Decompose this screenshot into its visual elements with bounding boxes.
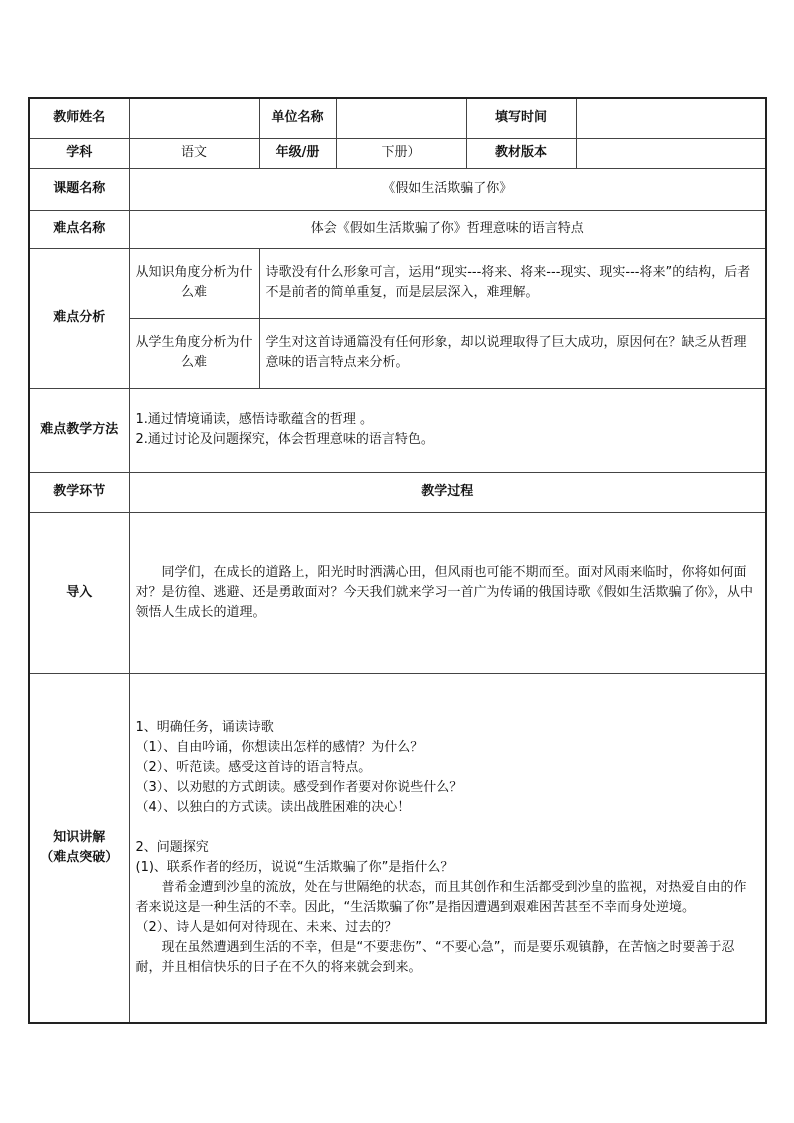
knowledge-label — [29, 673, 129, 1023]
knowledge-angle-label: 从知识角度分析为什么难 — [129, 248, 259, 318]
fill-time-value[interactable] — [576, 98, 766, 138]
table-row — [29, 318, 766, 388]
topic-label: 课题名称 — [29, 168, 129, 210]
method-line: 1.通过情境诵读，感悟诗歌蕴含的哲理 。 — [135, 412, 374, 427]
process-header: 教学过程 — [129, 472, 766, 512]
table-row — [29, 472, 766, 512]
table-row — [29, 673, 766, 1023]
subject-label: 学科 — [29, 138, 129, 168]
answer: 普希金遭到沙皇的流放，处在与世隔绝的状态，而且其创作和生活都受到沙皇的监视，对热爱自由的作者来说这是一种生活的不幸。因此，“生活欺骗了你”是指因遭遇到艰难困苦甚至不幸而身处逆境。 — [135, 879, 747, 915]
list-item: （4）、以独白的方式读。读出战胜困难的决心！ — [135, 799, 411, 815]
knowledge-label-line1: 知识讲解 — [53, 829, 106, 845]
intro-text — [129, 512, 766, 673]
teacher-name-label: 教师姓名 — [29, 98, 129, 138]
edition-value[interactable] — [576, 138, 766, 168]
table-row — [29, 512, 766, 673]
table-row — [29, 388, 766, 472]
process-step-label: 教学环节 — [29, 472, 129, 512]
answer: 现在虽然遭遇到生活的不幸，但是“不要悲伤”、“不要心急”，而是要乐观镇静，在苦恼之时要善于忍耐，并且相信快乐的日子在不久的将来就会到来。 — [135, 939, 735, 975]
methods-text — [129, 388, 766, 472]
list-item: （2）、听范读。感受这首诗的语言特点。 — [135, 759, 372, 775]
topic-value: 《假如生活欺骗了你》 — [129, 168, 766, 210]
intro-label: 导入 — [29, 512, 129, 673]
knowledge-content — [129, 673, 766, 1023]
student-angle-text: 学生对这首诗通篇没有任何形象，却以说理取得了巨大成功，原因何在？缺乏从哲理意味的语言特点来分析。 — [259, 318, 766, 388]
fill-time-label: 填写时间 — [466, 98, 576, 138]
grade-label: 年级/册 — [259, 138, 336, 168]
edition-label: 教材版本 — [466, 138, 576, 168]
list-item: 1、明确任务，诵读诗歌 — [135, 719, 274, 735]
methods-label: 难点教学方法 — [29, 388, 129, 472]
unit-name-value[interactable] — [336, 98, 466, 138]
unit-name-label: 单位名称 — [259, 98, 336, 138]
knowledge-angle-text: 诗歌没有什么形象可言，运用“现实---将来、将来---现实、现实---将来”的结构，后者不是前者的简单重复，而是层层深入，难理解。 — [259, 248, 766, 318]
table-row — [29, 248, 766, 318]
table-row — [29, 210, 766, 248]
lesson-plan-table — [28, 97, 767, 1024]
difficulty-value: 体会《假如生活欺骗了你》哲理意味的语言特点 — [129, 210, 766, 248]
section-title: 2、问题探究 — [135, 839, 209, 855]
table-row — [29, 168, 766, 210]
subject-value: 语文 — [129, 138, 259, 168]
knowledge-label-line2: （难点突破） — [40, 849, 119, 865]
list-item: （3）、以劝慰的方式朗读。感受到作者要对你说些什么？ — [135, 779, 463, 795]
question: （2）、诗人是如何对待现在、未来、过去的？ — [135, 919, 398, 935]
table-row — [29, 138, 766, 168]
table-row — [29, 98, 766, 138]
intro-paragraph: 同学们，在成长的道路上，阳光时时洒满心田，但风雨也可能不期而至。面对风雨来临时，你将如何面对？是彷徨、逃避、还是勇敢面对？今天我们就来学习一首广为传诵的俄国诗歌《假如生活欺骗了你》，从中领悟人生成长的道理。 — [135, 564, 754, 620]
blank-line — [136, 818, 760, 838]
list-item: （1）、自由吟诵，你想读出怎样的感情？为什么？ — [135, 739, 424, 755]
grade-value: 下册） — [336, 138, 466, 168]
student-angle-label: 从学生角度分析为什么难 — [129, 318, 259, 388]
difficulty-label: 难点名称 — [29, 210, 129, 248]
analysis-label: 难点分析 — [29, 248, 129, 388]
method-line: 2.通过讨论及问题探究，体会哲理意味的语言特色。 — [135, 432, 434, 447]
teacher-name-value[interactable] — [129, 98, 259, 138]
question: (1)、联系作者的经历，说说“生活欺骗了你”是指什么？ — [135, 859, 454, 875]
